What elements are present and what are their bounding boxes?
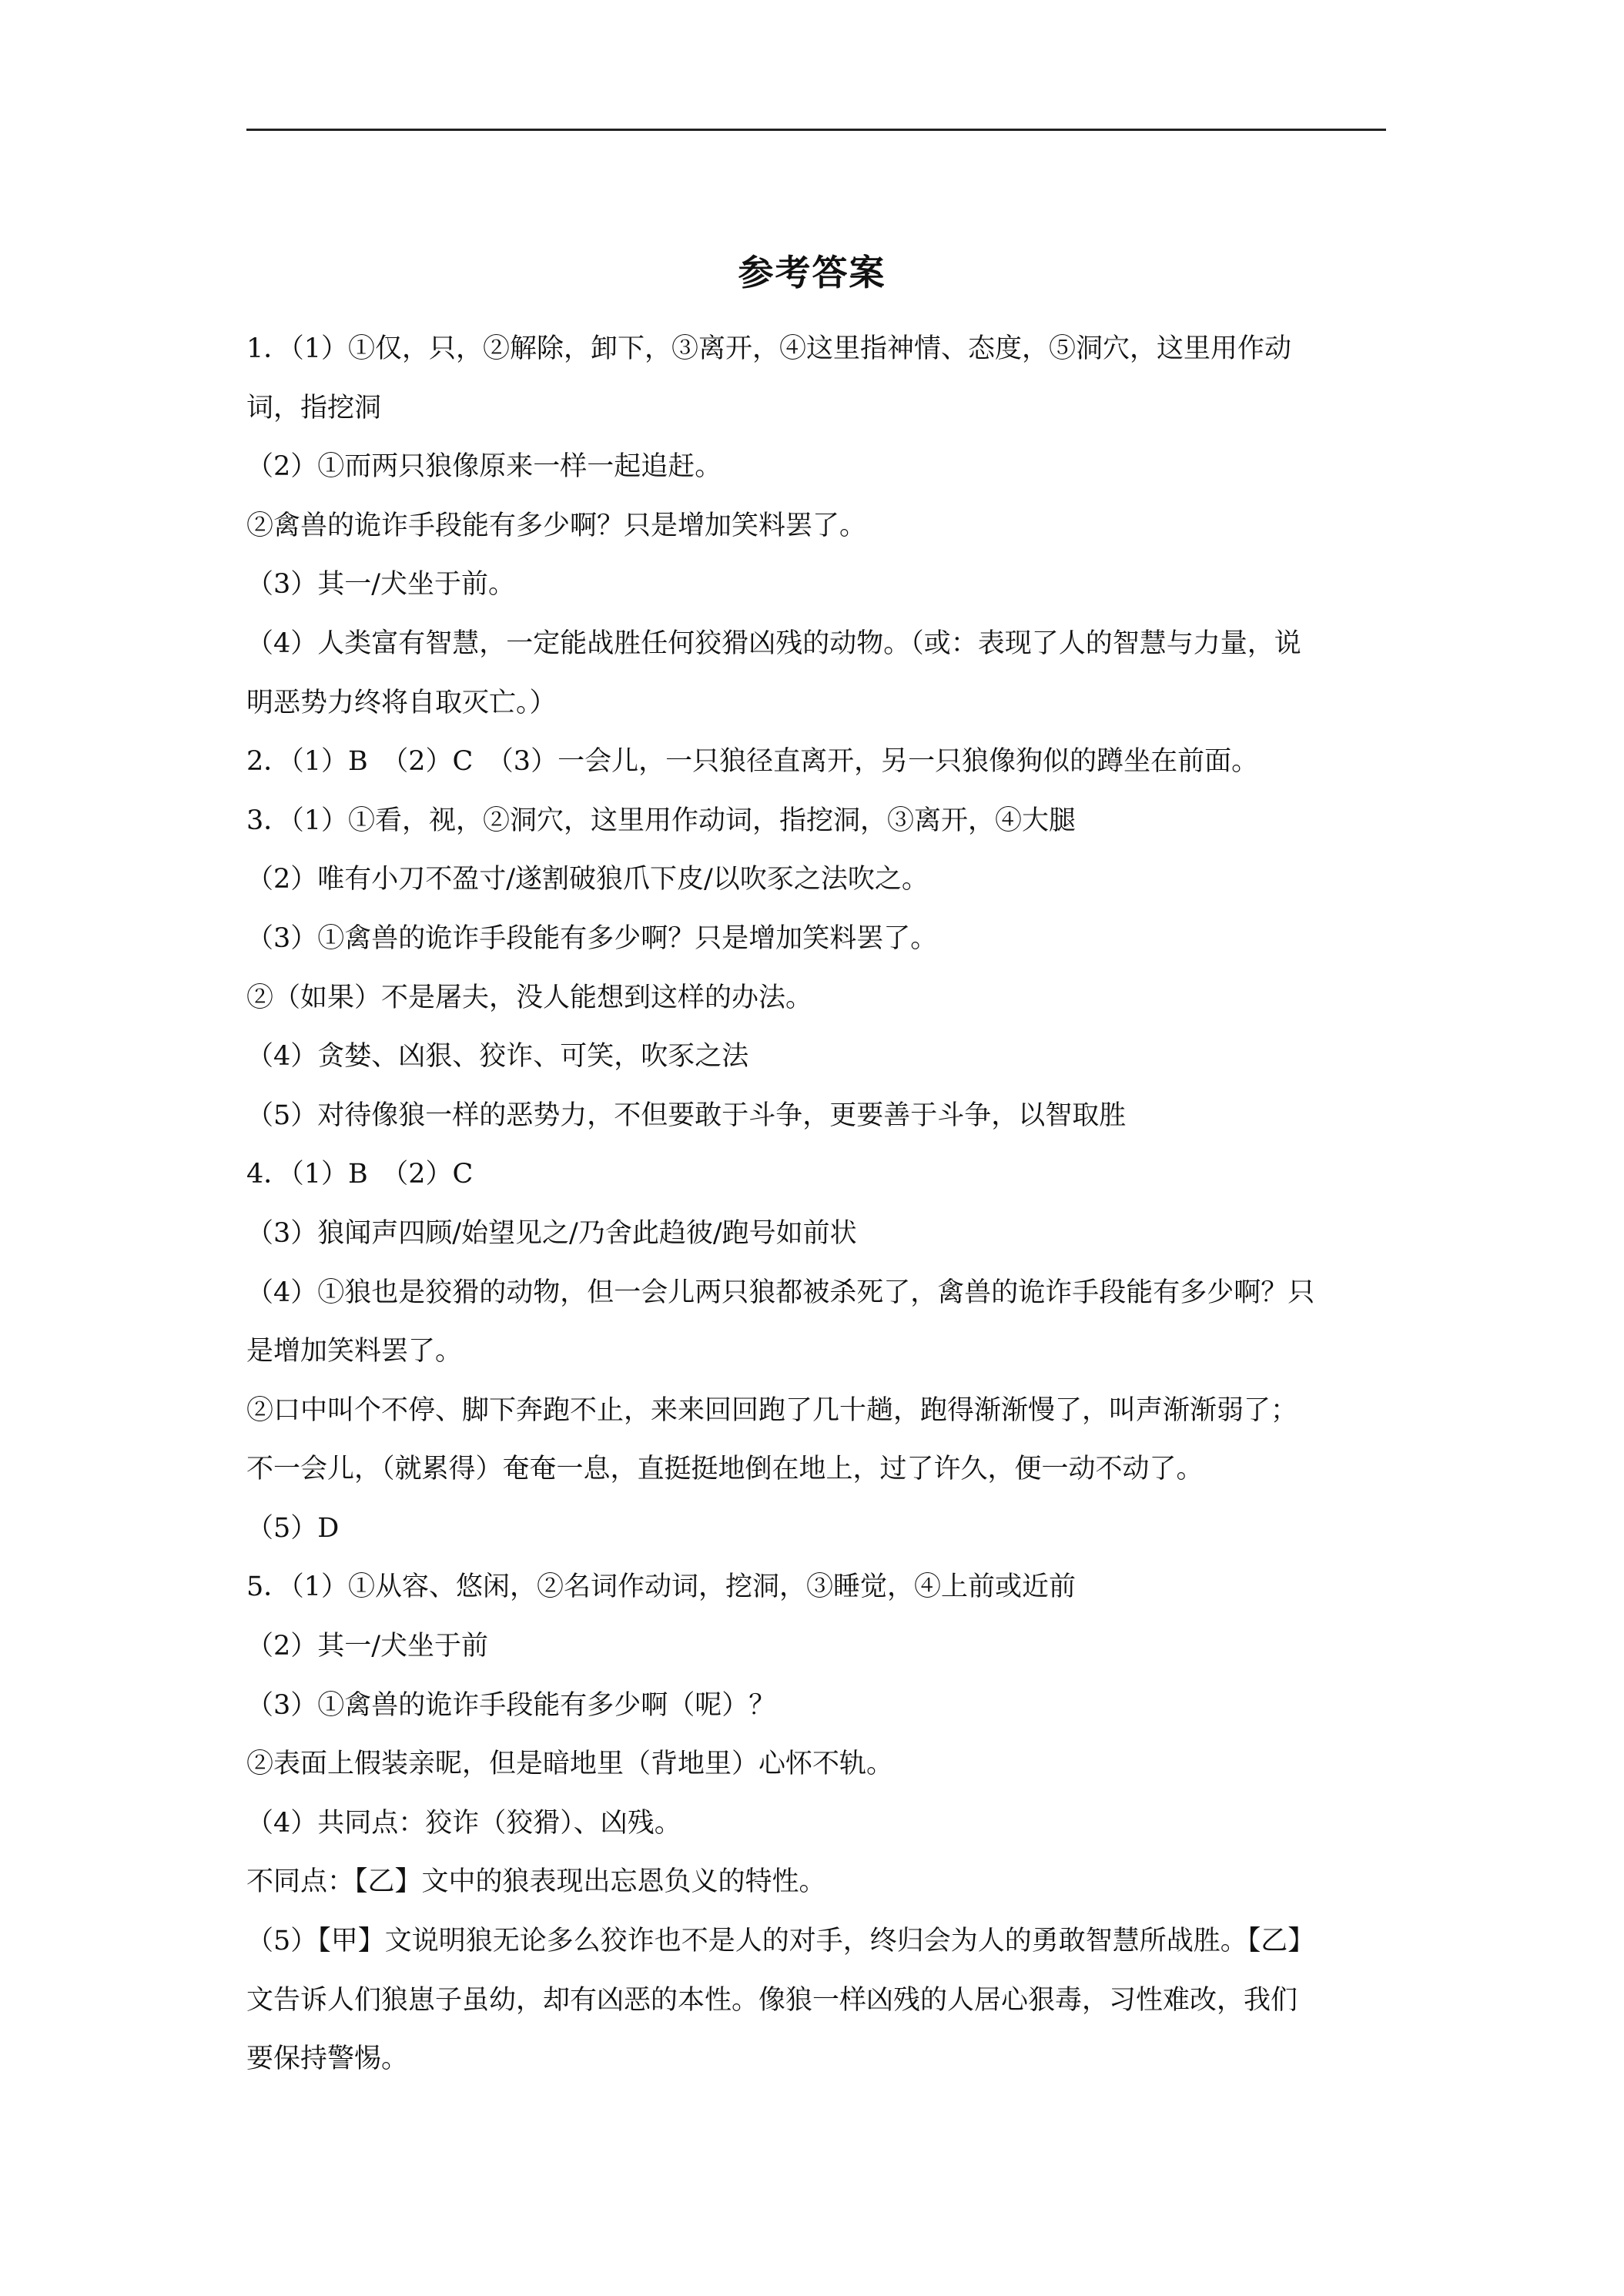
text-line: （3）狼闻声四顾/始望见之/乃舍此趋彼/跑号如前状	[246, 1217, 857, 1249]
text-line: ②（如果）不是屠夫，没人能想到这样的办法。	[246, 982, 813, 1013]
text-line: 明恶势力终将自取灭亡。）	[246, 687, 557, 718]
text-line: （4）①狼也是狡猾的动物，但一会儿两只狼都被杀死了，禽兽的诡诈手段能有多少啊？只	[246, 1277, 1315, 1308]
text-line: （4）人类富有智慧，一定能战胜任何狡猾凶残的动物。（或：表现了人的智慧与力量，说	[246, 628, 1301, 659]
text-line: 5．（1）①从容、悠闲，②名词作动词，挖洞，③睡觉，④上前或近前	[246, 1571, 1077, 1603]
text-line: 文告诉人们狼崽子虽幼，却有凶恶的本性。像狼一样凶残的人居心狠毒，习性难改，我们	[246, 1984, 1298, 2016]
text-line: 2．（1）B （2）C （3）一会儿，一只狼径直离开，另一只狼像狗似的蹲坐在前面。	[246, 746, 1259, 778]
text-line: （2）唯有小刀不盈寸/遂割破狼爪下皮/以吹豕之法吹之。	[246, 864, 929, 895]
text-line: 不同点：【乙】文中的狼表现出忘恩负义的特性。	[246, 1866, 826, 1898]
text-line: 是增加笑料罢了。	[246, 1336, 463, 1367]
text-line: ②口中叫个不停、脚下奔跑不止，来来回回跑了几十趟，跑得渐渐慢了，叫声渐渐弱了；	[246, 1394, 1298, 1426]
text-line: 1．（1）①仅，只，②解除，卸下，③离开，④这里指神情、态度，⑤洞穴，这里用作动	[246, 333, 1292, 364]
text-line: （5）【甲】文说明狼无论多么狡诈也不是人的对手，终归会为人的勇敢智慧所战胜。【乙】	[246, 1926, 1315, 1957]
text-line: （3）其一/犬坐于前。	[246, 569, 516, 601]
text-line: （5）D	[246, 1512, 340, 1544]
text-line: ②禽兽的诡诈手段能有多少啊？只是增加笑料罢了。	[246, 510, 867, 541]
text-line: 要保持警惕。	[246, 2043, 409, 2075]
text-line: （4）共同点：狡诈（狡猾）、凶残。	[246, 1807, 681, 1839]
text-line: 词，指挖洞	[246, 392, 382, 423]
text-line: 4．（1）B （2）C	[246, 1159, 474, 1190]
text-line: 不一会儿，（就累得）奄奄一息，直挺挺地倒在地上，过了许久，便一动不动了。	[246, 1454, 1204, 1485]
text-line: （4）贪婪、凶狠、狡诈、可笑，吹豕之法	[246, 1041, 749, 1073]
text-line: （3）①禽兽的诡诈手段能有多少啊（呢）？	[246, 1689, 776, 1721]
text-line: ②表面上假装亲昵，但是暗地里（背地里）心怀不轨。	[246, 1749, 894, 1780]
text-line: （3）①禽兽的诡诈手段能有多少啊？只是增加笑料罢了。	[246, 922, 938, 954]
text-line: （2）①而两只狼像原来一样一起追赶。	[246, 451, 722, 483]
answer-content	[246, 320, 1394, 2089]
text-line: 3．（1）①看，视，②洞穴，这里用作动词，指挖洞，③离开，④大腿	[246, 805, 1077, 836]
text-line: （5）对待像狼一样的恶势力，不但要敢于斗争，更要善于斗争，以智取胜	[246, 1099, 1127, 1131]
header-rule	[246, 129, 1386, 131]
text-line: （2）其一/犬坐于前	[246, 1631, 489, 1662]
page-title: 参考答案	[738, 252, 886, 293]
